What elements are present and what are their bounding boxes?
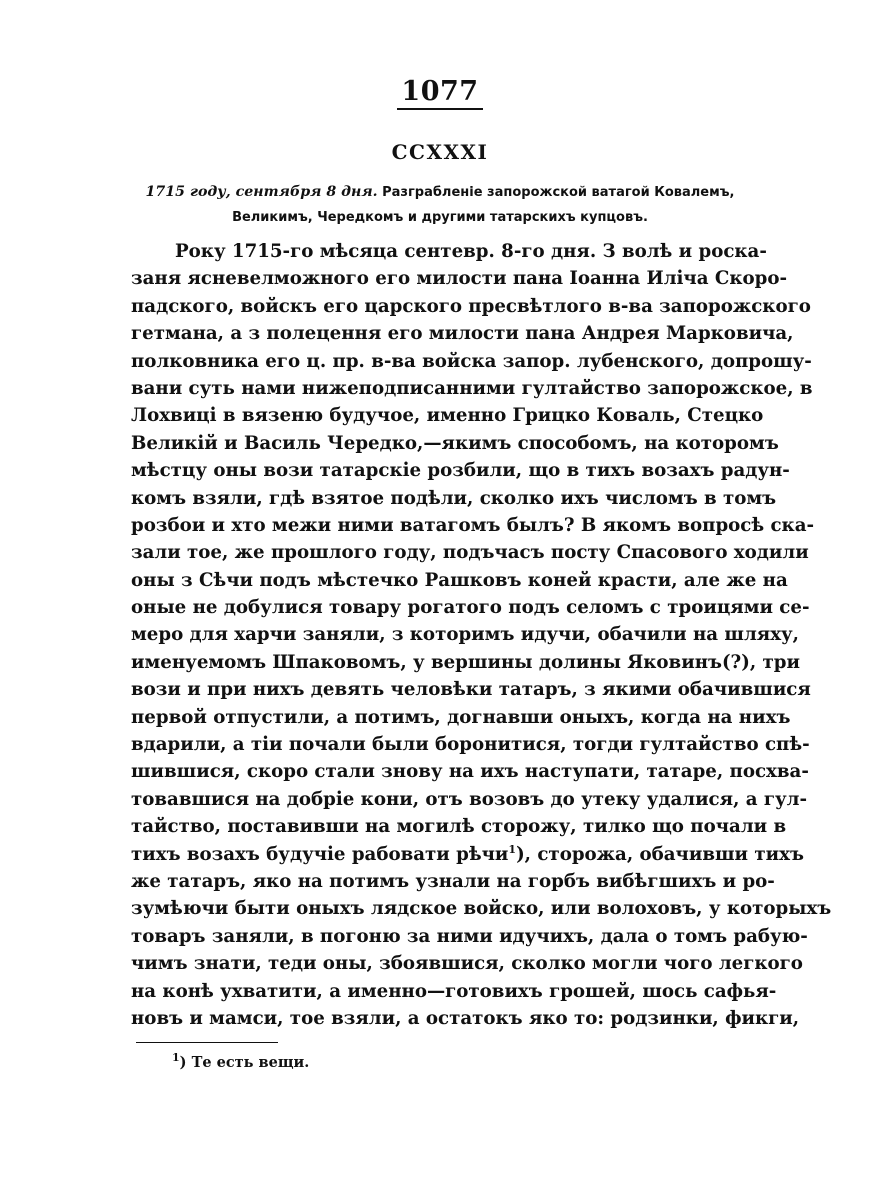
text-line: розбои и хто межи ними ватагомъ былъ? В якомъ вопросѣ ска- <box>131 514 815 536</box>
text-line: товавшися на добріе кони, отъ возовъ до утеку удалися, а гул- <box>131 788 808 810</box>
text-line: оны з Сѣчи подъ мѣстечко Рашковъ коней красти, але же на <box>131 569 788 591</box>
text-line: чимъ знати, теди оны, збоявшися, сколко могли чого легкого <box>131 953 803 975</box>
text-line: на конѣ ухватити, а именно—готовихъ грошей, шось сафья- <box>131 980 777 1002</box>
text-line: зумѣючи быти оныхъ лядское войско, или волоховъ, у которыхъ <box>131 898 832 920</box>
text-line: именуемомъ Шпаковомъ, у вершины долины Яковинъ(?), три <box>131 651 800 673</box>
text-line: Року 1715-го мѣсяца сентевр. 8-го дня. З волѣ и роска- <box>175 241 767 262</box>
heading-line-1 <box>120 180 760 205</box>
page-number-text: 1077 <box>397 78 482 110</box>
body-text <box>131 238 832 1032</box>
text-line-with-footnote <box>131 841 804 868</box>
footnote <box>172 1051 310 1071</box>
text-line: вани суть нами нижеподписанними гултайство запорожское, в <box>131 377 813 399</box>
text-line: полковника его ц. пр. в-ва войска запор. лубенского, допрошу- <box>131 350 812 372</box>
text-line: заня ясневелможного его милости пана Іоанна Иліча Скоро- <box>131 268 788 290</box>
text-line: тайство, поставивши на могилѣ сторожу, тилко що почали в <box>131 816 787 838</box>
page-number <box>0 76 880 110</box>
text-line: первой отпустили, а потимъ, догнавши оныхъ, когда на нихъ <box>131 706 791 728</box>
text-line: товаръ заняли, в погоню за ними идучихъ, дала о томъ рабую- <box>131 925 808 947</box>
heading-date: 1715 году, сентября 8 дня. <box>145 184 378 200</box>
footnote-divider <box>136 1042 278 1043</box>
text-line: же татаръ, яко на потимъ узнали на горбъ вибѣгшихъ и ро- <box>131 870 775 892</box>
text-line: вози и при нихъ девять человѣки татаръ, з якими обачившися <box>131 679 811 701</box>
text-line: новъ и мамси, тое взяли, а остатокъ яко то: родзинки, фикги, <box>131 1007 800 1029</box>
text-line: зали тое, же прошлого году, подъчасъ посту Спасового ходили <box>131 542 809 564</box>
document-number: CCXXXI <box>391 140 489 164</box>
text-line: шившися, скоро стали знову на ихъ наступати, татаре, посхва- <box>131 761 809 783</box>
heading-title-part-1: Разграбленіе запорожской ватагой Ковалемъ, <box>382 185 735 200</box>
footnote-reference: 1 <box>508 842 517 856</box>
text-line: комъ взяли, гдѣ взятое подѣли, сколко ихъ числомъ в томъ <box>131 487 777 509</box>
text-line: мѣстцу оны вози татарскіе розбили, що в тихъ возахъ радун- <box>131 460 790 482</box>
footnote-mark: 1 <box>172 1051 180 1065</box>
text-line: оные не добулися товару рогатого подъ селомъ с троицями се- <box>131 597 810 619</box>
text-line-part: ), сторожа, обачивши тихъ <box>516 843 804 865</box>
text-line: Лохвиці в вязеню будучое, именно Грицко Коваль, Стецко <box>131 405 764 427</box>
heading-line-2 <box>120 205 760 230</box>
footnote-text: ) Те есть вещи. <box>179 1054 310 1071</box>
text-line: гетмана, а з полецення его милости пана Андрея Марковича, <box>131 323 794 345</box>
text-line-part: тихъ возахъ будучіе рабовати рѣчи <box>131 843 509 865</box>
text-line: меро для харчи заняли, з которимъ идучи, обачили на шляху, <box>131 624 800 646</box>
document-heading <box>120 180 760 230</box>
text-line: падского, войскъ его царского пресвѣтлого в-ва запорожского <box>131 295 811 317</box>
heading-title-part-2: Великимъ, Чередкомъ и другими татарскихъ купцовъ. <box>232 210 648 225</box>
text-line: вдарили, а тіи почали были боронитися, тогди гултайство спѣ- <box>131 734 810 756</box>
text-line: Великій и Василь Чередко,—якимъ способомъ, на которомъ <box>131 432 779 454</box>
